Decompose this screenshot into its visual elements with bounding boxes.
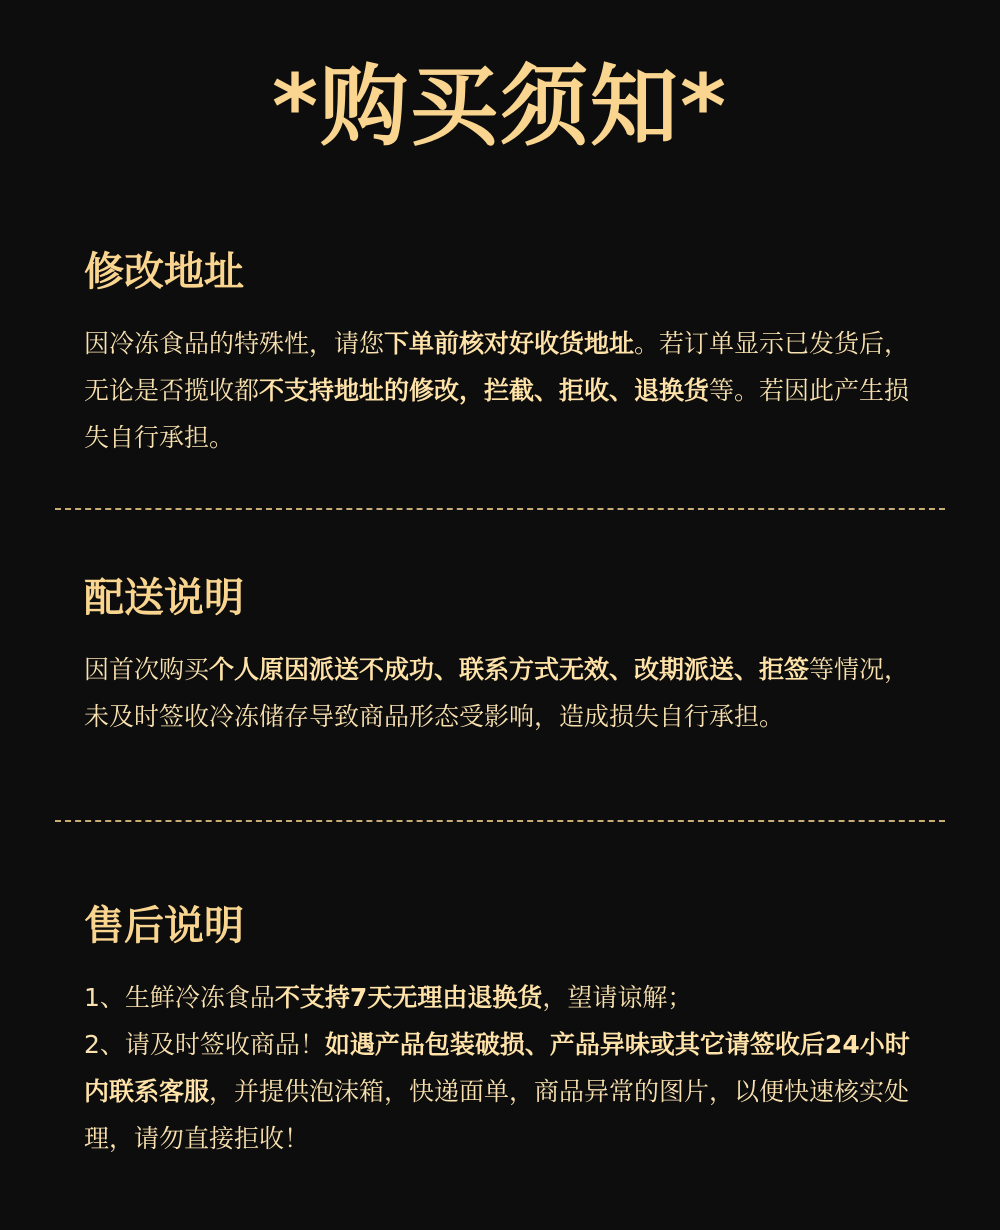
- section-body: [84, 974, 934, 1162]
- section-body: [84, 320, 934, 461]
- section-paragraph: [84, 1021, 934, 1162]
- section-heading: 配送说明: [84, 575, 244, 621]
- section-address-change: [84, 244, 934, 461]
- text-segment: ，并提供泡沫箱，快递面单，商品异常的图片，以便快速核实处理，请勿直接拒收！: [84, 1077, 910, 1153]
- section-paragraph: [84, 646, 934, 740]
- text-segment: 因首次购买: [84, 655, 210, 684]
- dashed-divider: [55, 820, 945, 822]
- emphasis-segment: 不支持7天无理由退换货: [274, 983, 543, 1012]
- section-delivery: [84, 570, 934, 740]
- text-segment: 等。若因此产生损失自行承担。: [84, 376, 910, 452]
- text-segment: 。若订单显示已发货后，无论是否揽收都: [84, 329, 910, 405]
- dashed-divider: [55, 508, 945, 510]
- text-segment: ，望请谅解；: [542, 983, 693, 1012]
- text-segment: 等情况，未及时签收冷冻储存导致商品形态受影响，造成损失自行承担。: [84, 655, 910, 731]
- text-segment: 2、请及时签收商品！: [84, 1030, 325, 1059]
- emphasis-segment: 个人原因派送不成功、联系方式无效、改期派送、拒签: [209, 655, 810, 684]
- section-heading: 售后说明: [84, 903, 244, 949]
- section-body: [84, 646, 934, 740]
- section-heading: 修改地址: [84, 249, 244, 295]
- emphasis-segment: 不支持地址的修改，拦截、拒收、退换货: [259, 376, 710, 405]
- emphasis-segment: 下单前核对好收货地址: [384, 329, 635, 358]
- text-segment: 因冷冻食品的特殊性，请您: [84, 329, 385, 358]
- section-paragraph: [84, 974, 934, 1021]
- text-segment: 1、生鲜冷冻食品: [84, 983, 275, 1012]
- section-paragraph: [84, 320, 934, 461]
- page-title: *购买须知*: [271, 55, 729, 158]
- section-after-sales: [84, 898, 934, 1162]
- emphasis-segment: 如遇产品包装破损、产品异味或其它请签收后24小时内联系客服: [84, 1030, 910, 1106]
